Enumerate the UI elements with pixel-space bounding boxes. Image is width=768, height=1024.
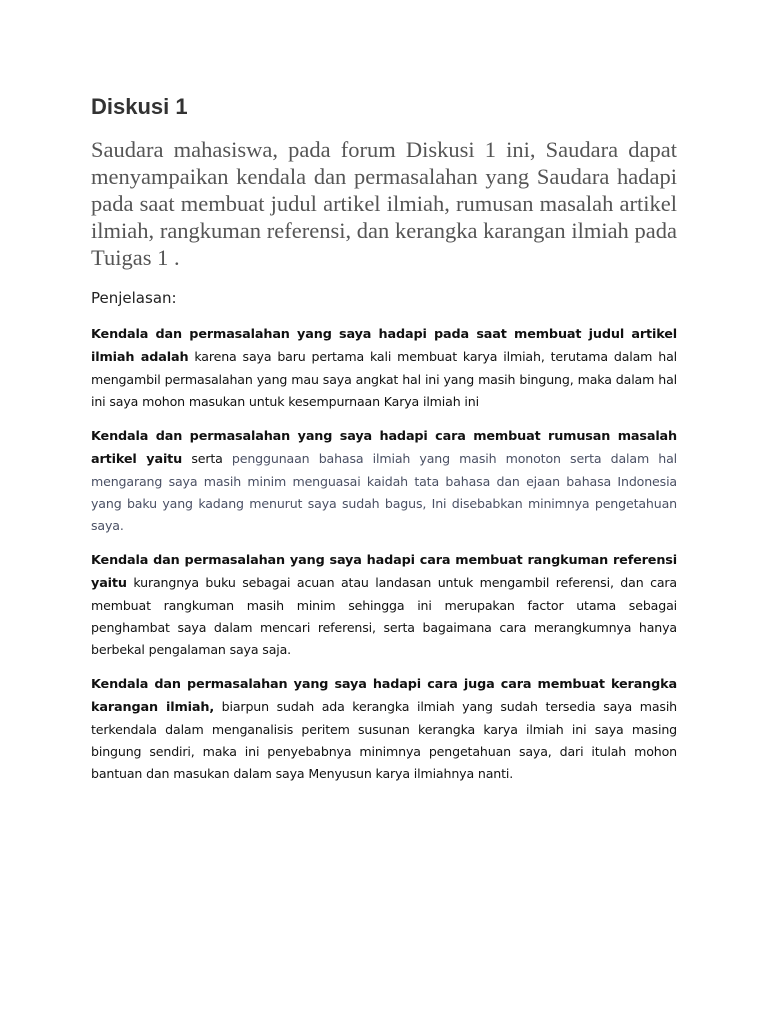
document-content	[91, 92, 677, 797]
answer-paragraph-problem-formulation	[91, 425, 677, 537]
paragraph-body: biarpun sudah ada kerangka ilmiah yang sudah tersedia saya masih terkendala dalam menganalisis peritem susunan kerangka karya ilmiah ini saya masing bingung sendiri, maka ini penyebabnya minimnya pengetahuan saya, dari itulah mohon bantuan dan masukan dalam saya Menyusun karya ilmiahnya nanti.	[91, 699, 677, 781]
paragraph-lead: Kendala dan permasalahan yang saya hadapi cara membuat rangkuman referensi yaitu	[91, 553, 677, 591]
page-title: Diskusi 1	[91, 94, 188, 119]
paragraph-connector: serta	[182, 451, 223, 466]
intro-paragraph: Saudara mahasiswa, pada forum Diskusi 1 ini, Saudara dapat menyampaikan kendala dan permasalahan yang Saudara hadapi pada saat membuat judul artikel ilmiah, rumusan masalah artikel ilmiah, rangkuman referensi, dan kerangka karangan ilmiah pada Tuigas 1 .	[91, 137, 677, 270]
paragraph-lead: Kendala dan permasalahan yang saya hadapi cara membuat rumusan masalah artikel yaitu	[91, 429, 677, 467]
answer-paragraph-outline	[91, 673, 677, 785]
explanation-label: Penjelasan:	[91, 289, 177, 307]
paragraph-body: karena saya baru pertama kali membuat karya ilmiah, terutama dalam hal mengambil permasalahan yang mau saya angkat hal ini yang masih bingung, maka dalam hal ini saya mohon masukan untuk kesempurnaan Karya ilmiah ini	[91, 349, 677, 409]
answer-paragraph-title	[91, 323, 677, 413]
paragraph-lead: Kendala dan permasalahan yang saya hadapi cara juga cara membuat kerangka karangan ilmiah,	[91, 677, 677, 715]
paragraph-body: penggunaan bahasa ilmiah yang masih monoton serta dalam hal mengarang saya masih minim menguasai kaidah tata bahasa dan ejaan bahasa Indonesia yang baku yang kadang menurut saya sudah bagus, Ini disebabkan minimnya pengetahuan saya.	[91, 451, 678, 533]
paragraph-lead: Kendala dan permasalahan yang saya hadapi pada saat membuat judul artikel ilmiah adalah	[91, 327, 677, 365]
answer-paragraph-reference-summary	[91, 549, 677, 661]
paragraph-body: kurangnya buku sebagai acuan atau landasan untuk mengambil referensi, dan cara membuat rangkuman masih minim sehingga ini merupakan factor utama sebagai penghambat saya dalam mencari referensi, serta bagaimana cara merangkumnya hanya berbekal pengalaman saya saja.	[91, 575, 677, 657]
